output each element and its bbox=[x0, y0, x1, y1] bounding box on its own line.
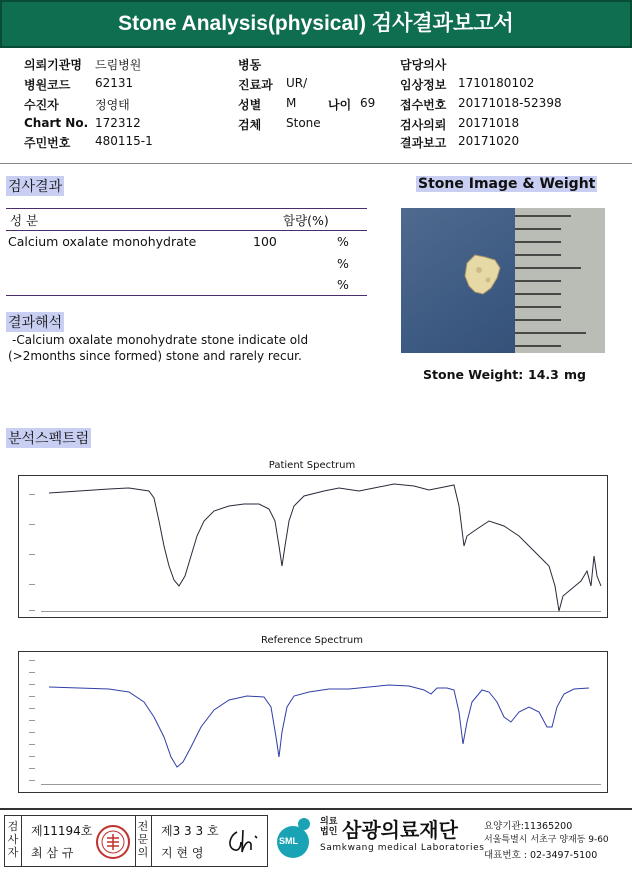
patient-spectrum-graphic bbox=[19, 476, 607, 617]
value-requesting-institution: 드림병원 bbox=[95, 58, 142, 72]
org-address: 서울특별시 서초구 양재동 9-60 bbox=[484, 835, 609, 845]
column-content: 함량(%) bbox=[283, 213, 329, 228]
examiner-license: 제11194호 bbox=[31, 824, 93, 838]
signature-icon bbox=[225, 826, 263, 856]
label-clinical-info: 임상정보 bbox=[400, 78, 447, 92]
specialist-license: 제3 3 3 호 bbox=[161, 824, 219, 838]
label-specimen: 검체 bbox=[238, 118, 262, 132]
value-sex: M bbox=[286, 96, 297, 110]
value-resident-no: 480115-1 bbox=[95, 134, 153, 148]
label-resident-no: 주민번호 bbox=[24, 136, 71, 150]
value-receipt-no: 20171018-52398 bbox=[458, 96, 562, 110]
info-divider bbox=[0, 163, 632, 164]
result-unit: % bbox=[337, 256, 349, 271]
sml-logo-text: SML bbox=[279, 836, 298, 846]
reference-spectrum-curve bbox=[49, 685, 589, 767]
label-report-date: 결과보고 bbox=[400, 136, 447, 150]
specialist-signature bbox=[225, 826, 263, 860]
result-unit: % bbox=[337, 234, 349, 249]
result-value: 100 bbox=[253, 234, 277, 249]
stone-photo bbox=[401, 208, 605, 353]
examiner-seal bbox=[95, 824, 131, 864]
reference-spectrum-plot bbox=[18, 651, 608, 793]
org-phone: 대표번호 : 02-3497-5100 bbox=[484, 850, 598, 861]
result-component: Calcium oxalate monohydrate bbox=[8, 234, 197, 249]
value-patient: 정영태 bbox=[95, 98, 130, 112]
interpretation-line: -Calcium oxalate monohydrate stone indicate old bbox=[12, 333, 309, 347]
label-receipt-no: 접수번호 bbox=[400, 98, 447, 112]
patient-spectrum-title: Patient Spectrum bbox=[268, 460, 356, 471]
value-specimen: Stone bbox=[286, 116, 321, 130]
stone-weight-unit: mg bbox=[564, 367, 586, 382]
org-prefix-top: 의료 bbox=[320, 817, 338, 827]
stone-photo-graphic bbox=[401, 208, 605, 353]
sml-logo bbox=[272, 816, 316, 864]
reference-spectrum-graphic bbox=[19, 652, 607, 792]
specialist-name: 지 현 영 bbox=[161, 846, 204, 860]
table-header-line bbox=[6, 230, 367, 231]
spectrum-heading: 분석스펙트럼 bbox=[6, 428, 91, 448]
label-chart-no: Chart No. bbox=[24, 116, 89, 130]
patient-spectrum-curve bbox=[49, 484, 601, 611]
label-ward: 병동 bbox=[238, 58, 262, 72]
org-code: 요양기관:11365200 bbox=[484, 821, 573, 832]
label-sex: 성별 bbox=[238, 98, 262, 112]
org-english-name: Samkwang medical Laboratories bbox=[320, 843, 485, 853]
examiner-label: 검사자 bbox=[7, 820, 19, 859]
interpretation-text bbox=[8, 332, 368, 364]
seal-icon bbox=[95, 824, 131, 860]
label-hospital-code: 병원코드 bbox=[24, 78, 71, 92]
label-department: 진료과 bbox=[238, 78, 273, 92]
stone-image-heading: Stone Image & Weight bbox=[418, 176, 596, 192]
value-chart-no: 172312 bbox=[95, 116, 141, 130]
value-report-date: 20171020 bbox=[458, 134, 520, 148]
table-bottom-line bbox=[6, 295, 367, 296]
reference-spectrum-title: Reference Spectrum bbox=[261, 635, 363, 646]
specialist-label: 전문의 bbox=[137, 820, 149, 859]
value-hospital-code: 62131 bbox=[95, 76, 134, 90]
patient-spectrum-plot bbox=[18, 475, 608, 618]
stone-weight-label: Stone Weight: bbox=[423, 367, 524, 382]
footer-divider bbox=[0, 808, 632, 810]
label-request-date: 검사의뢰 bbox=[400, 118, 447, 132]
reference-spectrum-axis-ticks bbox=[29, 660, 601, 785]
label-requesting-institution: 의뢰기관명 bbox=[24, 58, 82, 72]
report-title: Stone Analysis(physical) 검사결과보고서 bbox=[0, 0, 632, 48]
value-clinical-info: 1710180102 bbox=[458, 76, 535, 90]
org-prefix-bottom: 법인 bbox=[320, 827, 338, 837]
interpretation-heading: 결과해석 bbox=[6, 312, 64, 332]
label-patient: 수진자 bbox=[24, 98, 59, 112]
interpretation-line: (>2months since formed) stone and rarely recur. bbox=[8, 349, 302, 363]
value-department: UR/ bbox=[286, 76, 308, 90]
examiner-name: 최 삼 규 bbox=[31, 846, 74, 860]
value-age: 69 bbox=[360, 96, 376, 110]
table-top-line bbox=[6, 208, 367, 209]
column-component: 성 분 bbox=[10, 213, 39, 228]
org-prefix bbox=[320, 817, 337, 837]
label-doctor: 담당의사 bbox=[400, 58, 447, 72]
label-age: 나이 bbox=[328, 98, 352, 112]
value-request-date: 20171018 bbox=[458, 116, 520, 130]
result-unit: % bbox=[337, 277, 349, 292]
signature-box bbox=[4, 815, 268, 867]
org-name: 삼광의료재단 bbox=[342, 818, 458, 842]
patient-spectrum-axis-ticks bbox=[29, 494, 601, 612]
stone-weight-value: 14.3 bbox=[528, 367, 559, 382]
results-heading: 검사결과 bbox=[6, 176, 64, 196]
